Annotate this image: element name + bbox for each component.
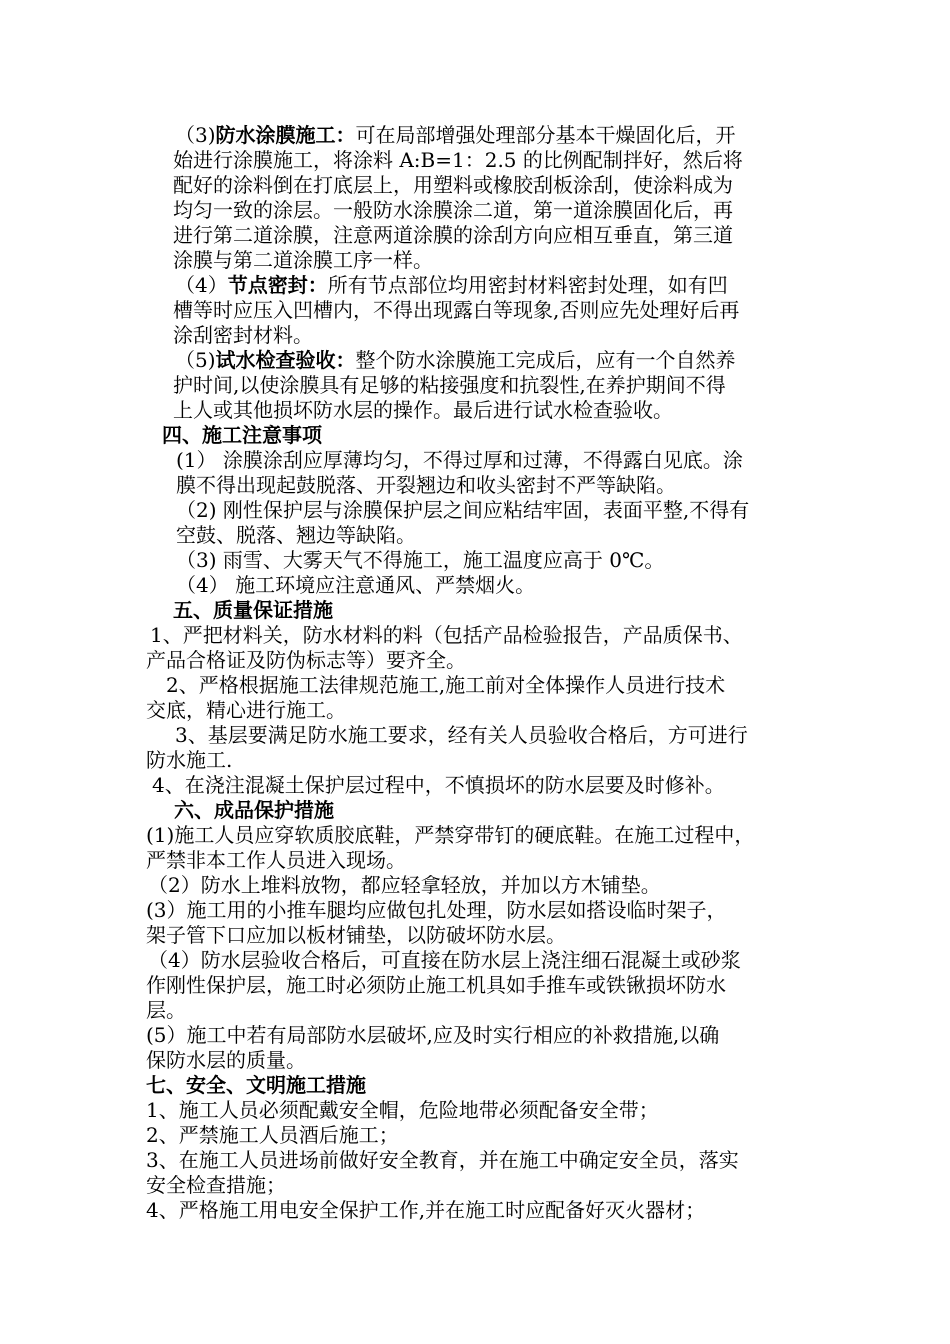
text-line: [175, 273, 728, 298]
item-number: （3): [175, 123, 216, 147]
line-text: 可在局部增强处理部分基本干燥固化后，开: [355, 123, 736, 147]
text-line: [146, 1048, 306, 1073]
text-line: [152, 773, 725, 798]
section-heading: [146, 1073, 366, 1098]
text-line: [146, 898, 727, 923]
text-line: [175, 348, 736, 373]
line-text: 作刚性保护层，施工时必须防止施工机具如手推车或铁锹损坏防水: [146, 973, 726, 997]
line-text: （2）防水上堆料放物，都应轻拿轻放，并加以方木铺垫。: [148, 873, 661, 897]
text-line: [166, 673, 725, 698]
line-text: (3）施工用的小推车腿均应做包扎处理，防水层如搭设临时架子，: [146, 898, 727, 922]
line-text: 1、严把材料关，防水材料的料（包括产品检验报告，产品质保书、: [150, 623, 743, 647]
line-text: (1)施工人员应穿软质胶底鞋，严禁穿带钉的硬底鞋。在施工过程中，: [146, 823, 755, 847]
text-line: [176, 498, 749, 523]
item-heading: 节点密封：: [227, 273, 328, 297]
line-text: 层。: [146, 998, 186, 1022]
line-text: 始进行涂膜施工，将涂料 A:B=1：2.5 的比例配制拌好，然后将: [173, 148, 743, 172]
text-line: [176, 473, 676, 498]
section-heading: [173, 598, 333, 623]
item-heading: 试水检查验收：: [215, 348, 356, 372]
line-text: 涂刮密封材料。: [173, 323, 313, 347]
line-text: 空鼓、脱落、翘边等缺陷。: [176, 523, 416, 547]
text-line: [148, 873, 661, 898]
text-line: [173, 398, 673, 423]
text-line: [173, 198, 733, 223]
text-line: [146, 998, 186, 1023]
line-text: 进行第二道涂膜，注意两道涂膜的涂刮方向应相互垂直，第三道: [173, 223, 733, 247]
text-line: [150, 623, 743, 648]
line-text: 严禁非本工作人员进入现场。: [146, 848, 406, 872]
line-text: 产品合格证及防伪标志等）要齐全。: [146, 648, 466, 672]
text-line: [146, 973, 726, 998]
text-line: [146, 923, 566, 948]
heading-text: 七、安全、文明施工措施: [146, 1073, 366, 1097]
text-line: [146, 1198, 705, 1223]
line-text: 护时间,以使涂膜具有足够的粘接强度和抗裂性,在养护期间不得: [173, 373, 726, 397]
text-line: [175, 723, 748, 748]
text-line: [146, 1023, 719, 1048]
line-text: (5）施工中若有局部防水层破坏,应及时实行相应的补救措施,以确: [146, 1023, 720, 1047]
line-text: 防水施工.: [146, 748, 233, 772]
line-text: 涂膜与第二道涂膜工序一样。: [173, 248, 433, 272]
text-line: [146, 1173, 286, 1198]
text-line: [176, 573, 535, 598]
item-number: （5): [175, 348, 216, 372]
text-line: [176, 448, 743, 473]
line-text: (1） 涂膜涂刮应厚薄均匀，不得过厚和过薄，不得露白见底。涂: [176, 448, 743, 472]
line-text: 3、基层要满足防水施工要求，经有关人员验收合格后，方可进行: [175, 723, 748, 747]
line-text: 4、严格施工用电安全保护工作,并在施工时应配备好灭火器材；: [146, 1198, 706, 1222]
text-line: [173, 248, 433, 273]
text-line: [146, 848, 406, 873]
text-line: [176, 548, 664, 573]
text-line: [173, 148, 743, 173]
line-text: 交底，精心进行施工。: [146, 698, 346, 722]
text-line: [146, 1123, 399, 1148]
line-text: 配好的涂料倒在打底层上，用塑料或橡胶刮板涂刮，使涂料成为: [173, 173, 733, 197]
line-text: 上人或其他损坏防水层的操作。最后进行试水检查验收。: [173, 398, 673, 422]
line-text: 4、在浇注混凝土保护层过程中，不慎损坏的防水层要及时修补。: [152, 773, 725, 797]
text-line: [146, 823, 754, 848]
line-text: 安全检查措施；: [146, 1173, 286, 1197]
text-line: [146, 648, 466, 673]
text-line: [148, 948, 741, 973]
text-line: [146, 698, 346, 723]
line-text: 槽等时应压入凹槽内，不得出现露白等现象,否则应先处理好后再: [173, 298, 740, 322]
text-line: [146, 1148, 739, 1173]
line-text: 均匀一致的涂层。一般防水涂膜涂二道，第一道涂膜固化后，再: [173, 198, 733, 222]
line-text: （4）防水层验收合格后，可直接在防水层上浇注细石混凝土或砂浆: [148, 948, 741, 972]
section-heading: [174, 798, 334, 823]
section-heading: [162, 423, 322, 448]
line-text: 2、严禁施工人员酒后施工；: [146, 1123, 399, 1147]
item-number: （4）: [175, 273, 228, 297]
heading-text: 五、质量保证措施: [173, 598, 333, 622]
text-line: [173, 323, 313, 348]
text-line: [173, 298, 739, 323]
heading-text: 四、施工注意事项: [162, 423, 322, 447]
line-text: 膜不得出现起鼓脱落、开裂翘边和收头密封不严等缺陷。: [176, 473, 676, 497]
item-heading: 防水涂膜施工：: [215, 123, 356, 147]
text-line: [173, 373, 726, 398]
text-line: [175, 123, 736, 148]
line-text: 所有节点部位均用密封材料密封处理，如有凹: [327, 273, 728, 297]
text-line: [173, 173, 733, 198]
line-text: 架子管下口应加以板材铺垫，以防破坏防水层。: [146, 923, 566, 947]
line-text: 保防水层的质量。: [146, 1048, 306, 1072]
line-text: （2) 刚性保护层与涂膜保护层之间应粘结牢固，表面平整,不得有: [176, 498, 750, 522]
text-line: [173, 223, 733, 248]
line-text: （3) 雨雪、大雾天气不得施工，施工温度应高于 0℃。: [176, 548, 665, 572]
text-line: [146, 748, 232, 773]
line-text: 2、严格根据施工法律规范施工,施工前对全体操作人员进行技术: [166, 673, 726, 697]
text-line: [176, 523, 416, 548]
line-text: 3、在施工人员进场前做好安全教育，并在施工中确定安全员，落实: [146, 1148, 739, 1172]
line-text: （4） 施工环境应注意通风、严禁烟火。: [176, 573, 536, 597]
line-text: 1、施工人员必须配戴安全帽，危险地带必须配备安全带；: [146, 1098, 659, 1122]
line-text: 整个防水涂膜施工完成后，应有一个自然养: [355, 348, 736, 372]
heading-text: 六、成品保护措施: [174, 798, 334, 822]
text-line: [146, 1098, 659, 1123]
